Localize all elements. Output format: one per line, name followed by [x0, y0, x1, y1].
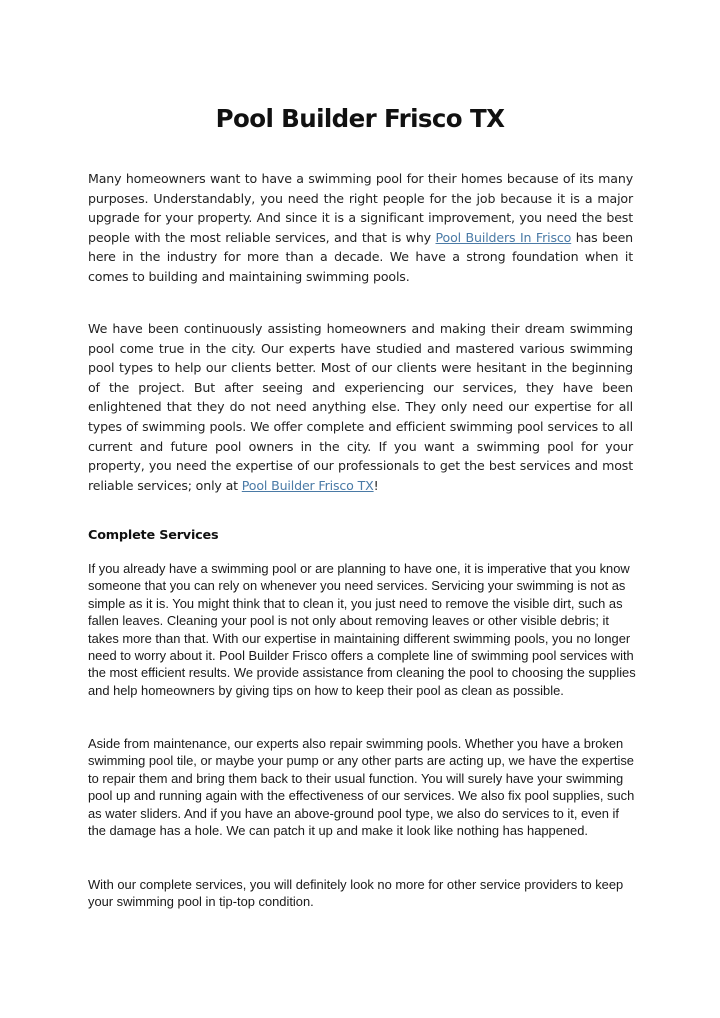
- page-title: Pool Builder Frisco TX: [215, 104, 505, 133]
- closing-paragraph: With our complete services, you will definitely look no more for other service providers to keep your swimming pool in tip-top condition.: [88, 877, 624, 910]
- experience-text-after-link: !: [373, 477, 379, 493]
- intro-paragraph: [88, 169, 633, 287]
- repair-paragraph: Aside from maintenance, our experts also repair swimming pools. Whether you have a broken swimming pool tile, or maybe your pump or any other parts are acting up, we have the expertise to repair them and bring them back to their usual function. You will surely have your swimming pool up and running again with the effectiveness of our services. We also fix pool supplies, such as water sliders. And if you have an above-ground pool type, we also do services to it, even if the damage has a hole. We can patch it up and make it look like nothing has happened.: [88, 736, 635, 839]
- experience-text-before-link: We have been continuously assisting homeowners and making their dream swimming pool come true in the city. Our experts have studied and mastered various swimming pool types to help our clients better. Most of our clients were hesitant in the beginning of the project. But after seeing and experiencing our services, they have been enlightened that they do not need anything else. They only need our expertise for all types of swimming pools. We offer complete and efficient swimming pool services to all current and future pool owners in the city. If you want a swimming pool for your property, you need the expertise of our professionals to get the best services and most reliable services; only at: [88, 321, 633, 493]
- intro-text-before-link: Many homeowners want to have a swimming pool for their homes because of its many purposes. Understandably, you need the right people for the job because it is a major upgrade for your property. And since it is a significant improvement, you need the best people with the most reliable services, and that is why: [88, 171, 633, 245]
- experience-paragraph: [88, 319, 633, 495]
- intro-text-after-link: has been here in the industry for more than a decade. We have a strong foundation when it comes to building and maintaining swimming pools.: [88, 229, 634, 284]
- section-heading-complete-services: Complete Services: [88, 528, 219, 543]
- pool-builders-in-frisco-link[interactable]: Pool Builders In Frisco: [435, 229, 572, 245]
- pool-builder-frisco-tx-link[interactable]: Pool Builder Frisco TX: [241, 477, 374, 493]
- services-paragraph: If you already have a swimming pool or are planning to have one, it is imperative that you know someone that you can rely on whenever you need services. Servicing your swimming is not as simple as it is. You might think that to clean it, you just need to remove the visible dirt, such as fallen leaves. Cleaning your pool is not only about removing leaves or other visible debris; it takes more than that. With our expertise in maintaining different swimming pools, you no longer need to worry about it. Pool Builder Frisco offers a complete line of swimming pool services with the most efficient results. We provide assistance from cleaning the pool to choosing the supplies and help homeowners by giving tips on how to keep their pool as clean as possible.: [88, 561, 636, 698]
